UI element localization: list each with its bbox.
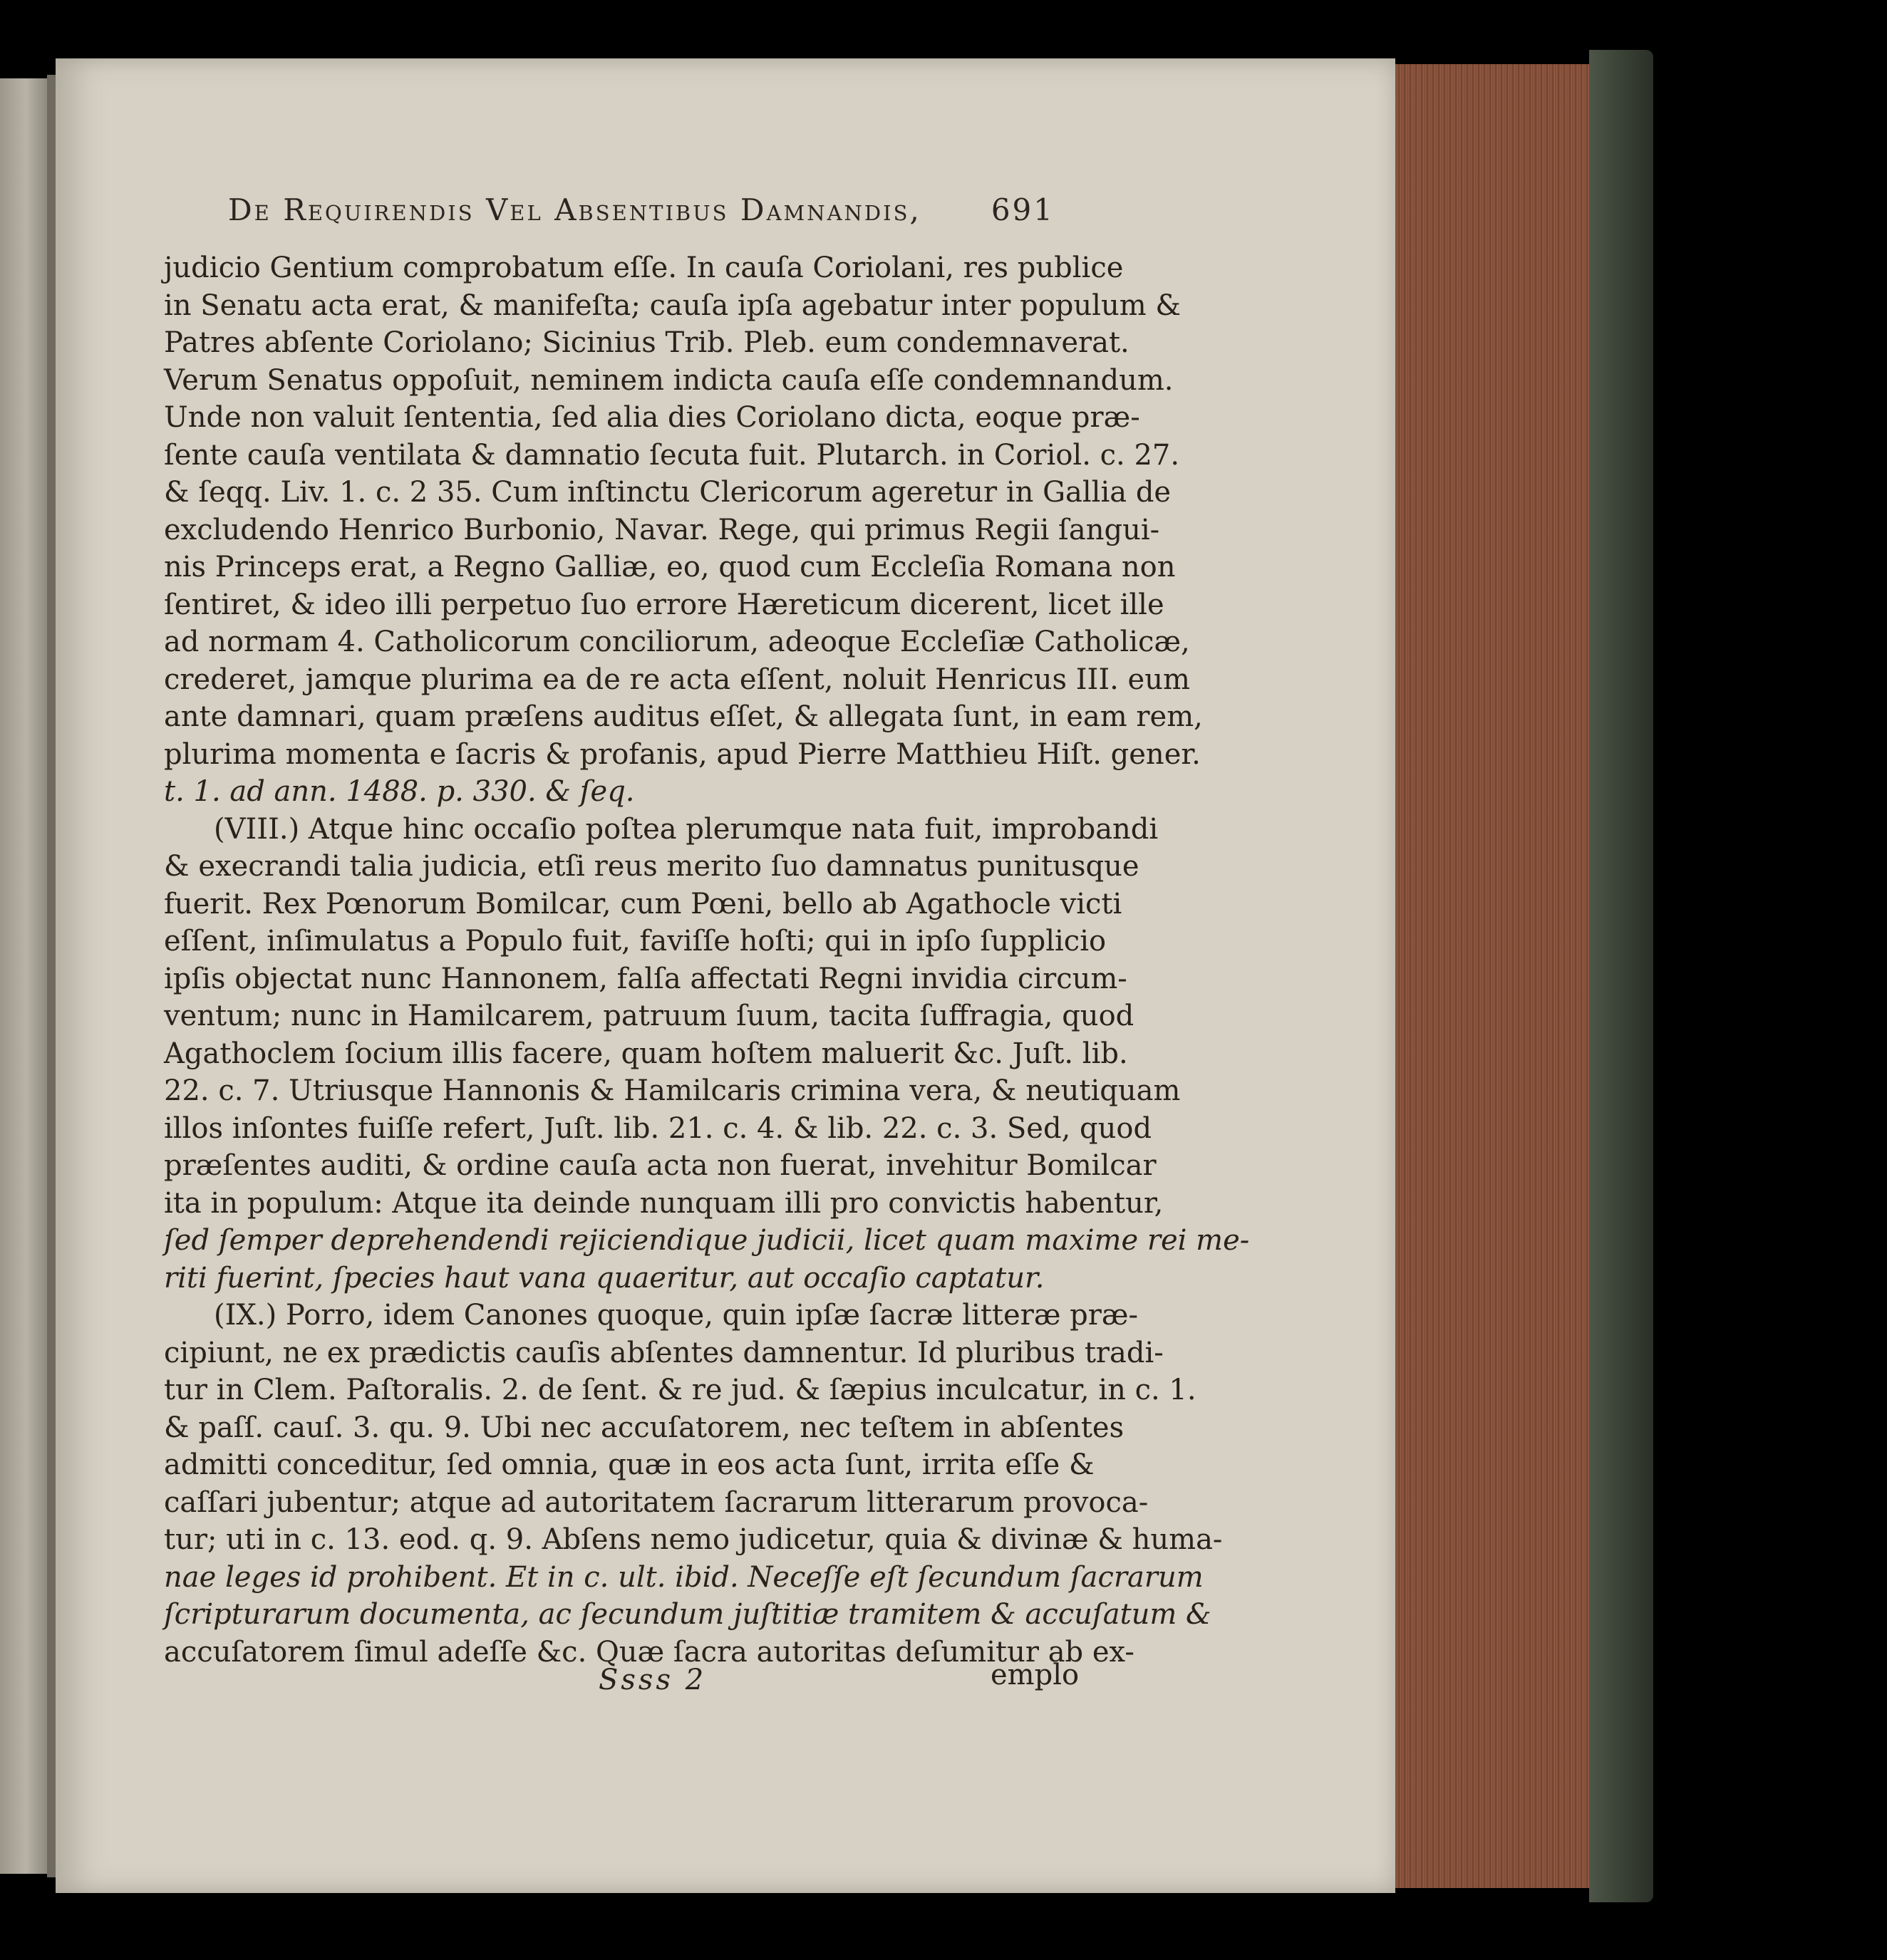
quotation-line: ſcripturarum documenta, ac ſecundum juſtitiæ tramitem & accuſatum & (164, 1598, 1211, 1631)
text-line: fuerit. Rex Pœnorum Bomilcar, cum Pœni, bello ab Agathocle victi (164, 887, 1122, 921)
text-line: ipſis objectat nunc Hannonem, falſa affectati Regni invidia circum- (164, 962, 1127, 995)
text-line: t. 1. ad ann. 1488. p. 330. & ſeq. (164, 775, 635, 808)
text-line: Patres abſente Coriolano; Sicinius Trib. Pleb. eum condemnaverat. (164, 326, 1129, 359)
gutter-shadow (47, 75, 56, 1877)
previous-page-edge (0, 78, 47, 1874)
text-line: nis Princeps erat, a Regno Galliæ, eo, quod cum Eccleſia Romana non (164, 551, 1176, 584)
page-block-edge (1395, 64, 1609, 1888)
book-cover-edge (1589, 50, 1653, 1902)
paragraph-start-line: (VIII.) Atque hinc occaſio poſtea plerumque nata fuit, improbandi (214, 812, 1159, 846)
text-line: illos inſontes fuiſſe refert, Juſt. lib. 21. c. 4. & lib. 22. c. 3. Sed, quod (164, 1111, 1152, 1145)
quotation-line: ſed ſemper deprehendendi rejiciendique judicii, licet quam maxime rei me- (164, 1224, 1250, 1257)
text-line: crederet, jamque plurima ea de re acta eſſent, noluit Henricus III. eum (164, 663, 1190, 696)
text-line: caſſari jubentur; atque ad autoritatem ſacrarum litterarum provoca- (164, 1485, 1149, 1519)
quotation-line: nae leges id prohibent. Et in c. ult. ibid. Neceſſe eſt ſecundum ſacrarum (164, 1560, 1204, 1594)
text-line: & ſeqq. Liv. 1. c. 2 35. Cum inſtinctu Clericorum ageretur in Gallia de (164, 476, 1172, 509)
quotation-line: riti fuerint, ſpecies haut vana quaeritur, aut occaſio captatur. (164, 1261, 1045, 1295)
text-line: ſentiret, & ideo illi perpetuo ſuo errore Hæreticum dicerent, licet ille (164, 588, 1164, 621)
text-line: Unde non valuit ſententia, ſed alia dies Coriolano dicta, eoque præ- (164, 401, 1140, 434)
paragraph-start-line: (IX.) Porro, idem Canones quoque, quin ipſæ ſacræ litteræ præ- (214, 1299, 1138, 1332)
text-line: cipiunt, ne ex prædictis cauſis abſentes damnentur. Id pluribus tradi- (164, 1336, 1164, 1369)
text-line: eſſent, inſimulatus a Populo fuit, faviſſe hoſti; qui in ipſo ſupplicio (164, 925, 1107, 958)
text-line: ante damnari, quam præſens auditus eſſet, & allegata ſunt, in eam rem, (164, 700, 1203, 733)
text-line: ventum; nunc in Hamilcarem, patruum ſuum, tacita ſuffragia, quod (164, 1000, 1134, 1032)
text-line: judicio Gentium comprobatum eſſe. In cauſa Coriolani, res publice (164, 252, 1124, 284)
catchword: emplo (991, 1659, 1080, 1691)
text-line: excludendo Henrico Burbonio, Navar. Rege, qui primus Regii ſangui- (164, 513, 1160, 546)
text-line: plurima momenta e ſacris & profanis, apud Pierre Matthieu Hiſt. gener. (164, 737, 1201, 771)
text-line: ita in populum: Atque ita deinde nunquam illi pro convictis habentur, (164, 1186, 1164, 1220)
text-line: in Senatu acta erat, & manifeſta; cauſa ipſa agebatur inter populum & (164, 289, 1181, 322)
page-number: 691 (991, 192, 1055, 227)
text-line: accuſatorem ſimul adeſſe &c. Quæ ſacra autoritas deſumitur ab ex- (164, 1635, 1134, 1669)
text-line: tur; uti in c. 13. eod. q. 9. Abſens nemo judicetur, quia & divinæ & huma- (164, 1523, 1223, 1556)
text-line: ad normam 4. Catholicorum conciliorum, adeoque Eccleſiæ Catholicæ, (164, 626, 1190, 658)
running-head (228, 192, 1055, 227)
text-line: & execrandi talia judicia, etſi reus merito ſuo damnatus punitusque (164, 850, 1139, 883)
text-line: Verum Senatus oppoſuit, neminem indicta cauſa eſſe condemnandum. (164, 363, 1174, 397)
body-text (164, 249, 1250, 1671)
text-line: ſente cauſa ventilata & damnatio ſecuta fuit. Plutarch. in Coriol. c. 27. (164, 438, 1180, 472)
text-line: admitti conceditur, ſed omnia, quæ in eos acta ſunt, irrita eſſe & (164, 1448, 1095, 1481)
text-line: 22. c. 7. Utriusque Hannonis & Hamilcaris crimina vera, & neutiquam (164, 1074, 1181, 1107)
text-line: præſentes auditi, & ordine cauſa acta non fuerat, invehitur Bomilcar (164, 1149, 1157, 1182)
signature-mark: Ssss 2 (599, 1664, 707, 1696)
text-line: & paſſ. cauſ. 3. qu. 9. Ubi nec accuſatorem, nec teſtem in abſentes (164, 1411, 1125, 1444)
text-line: tur in Clem. Paſtoralis. 2. de ſent. & re jud. & ſæpius inculcatur, in c. 1. (164, 1374, 1196, 1406)
text-line: Agathoclem ſocium illis facere, quam hoſtem maluerit &c. Juſt. lib. (164, 1037, 1128, 1070)
running-head-title: De Requirendis Vel Absentibus Damnandis, (228, 192, 921, 227)
